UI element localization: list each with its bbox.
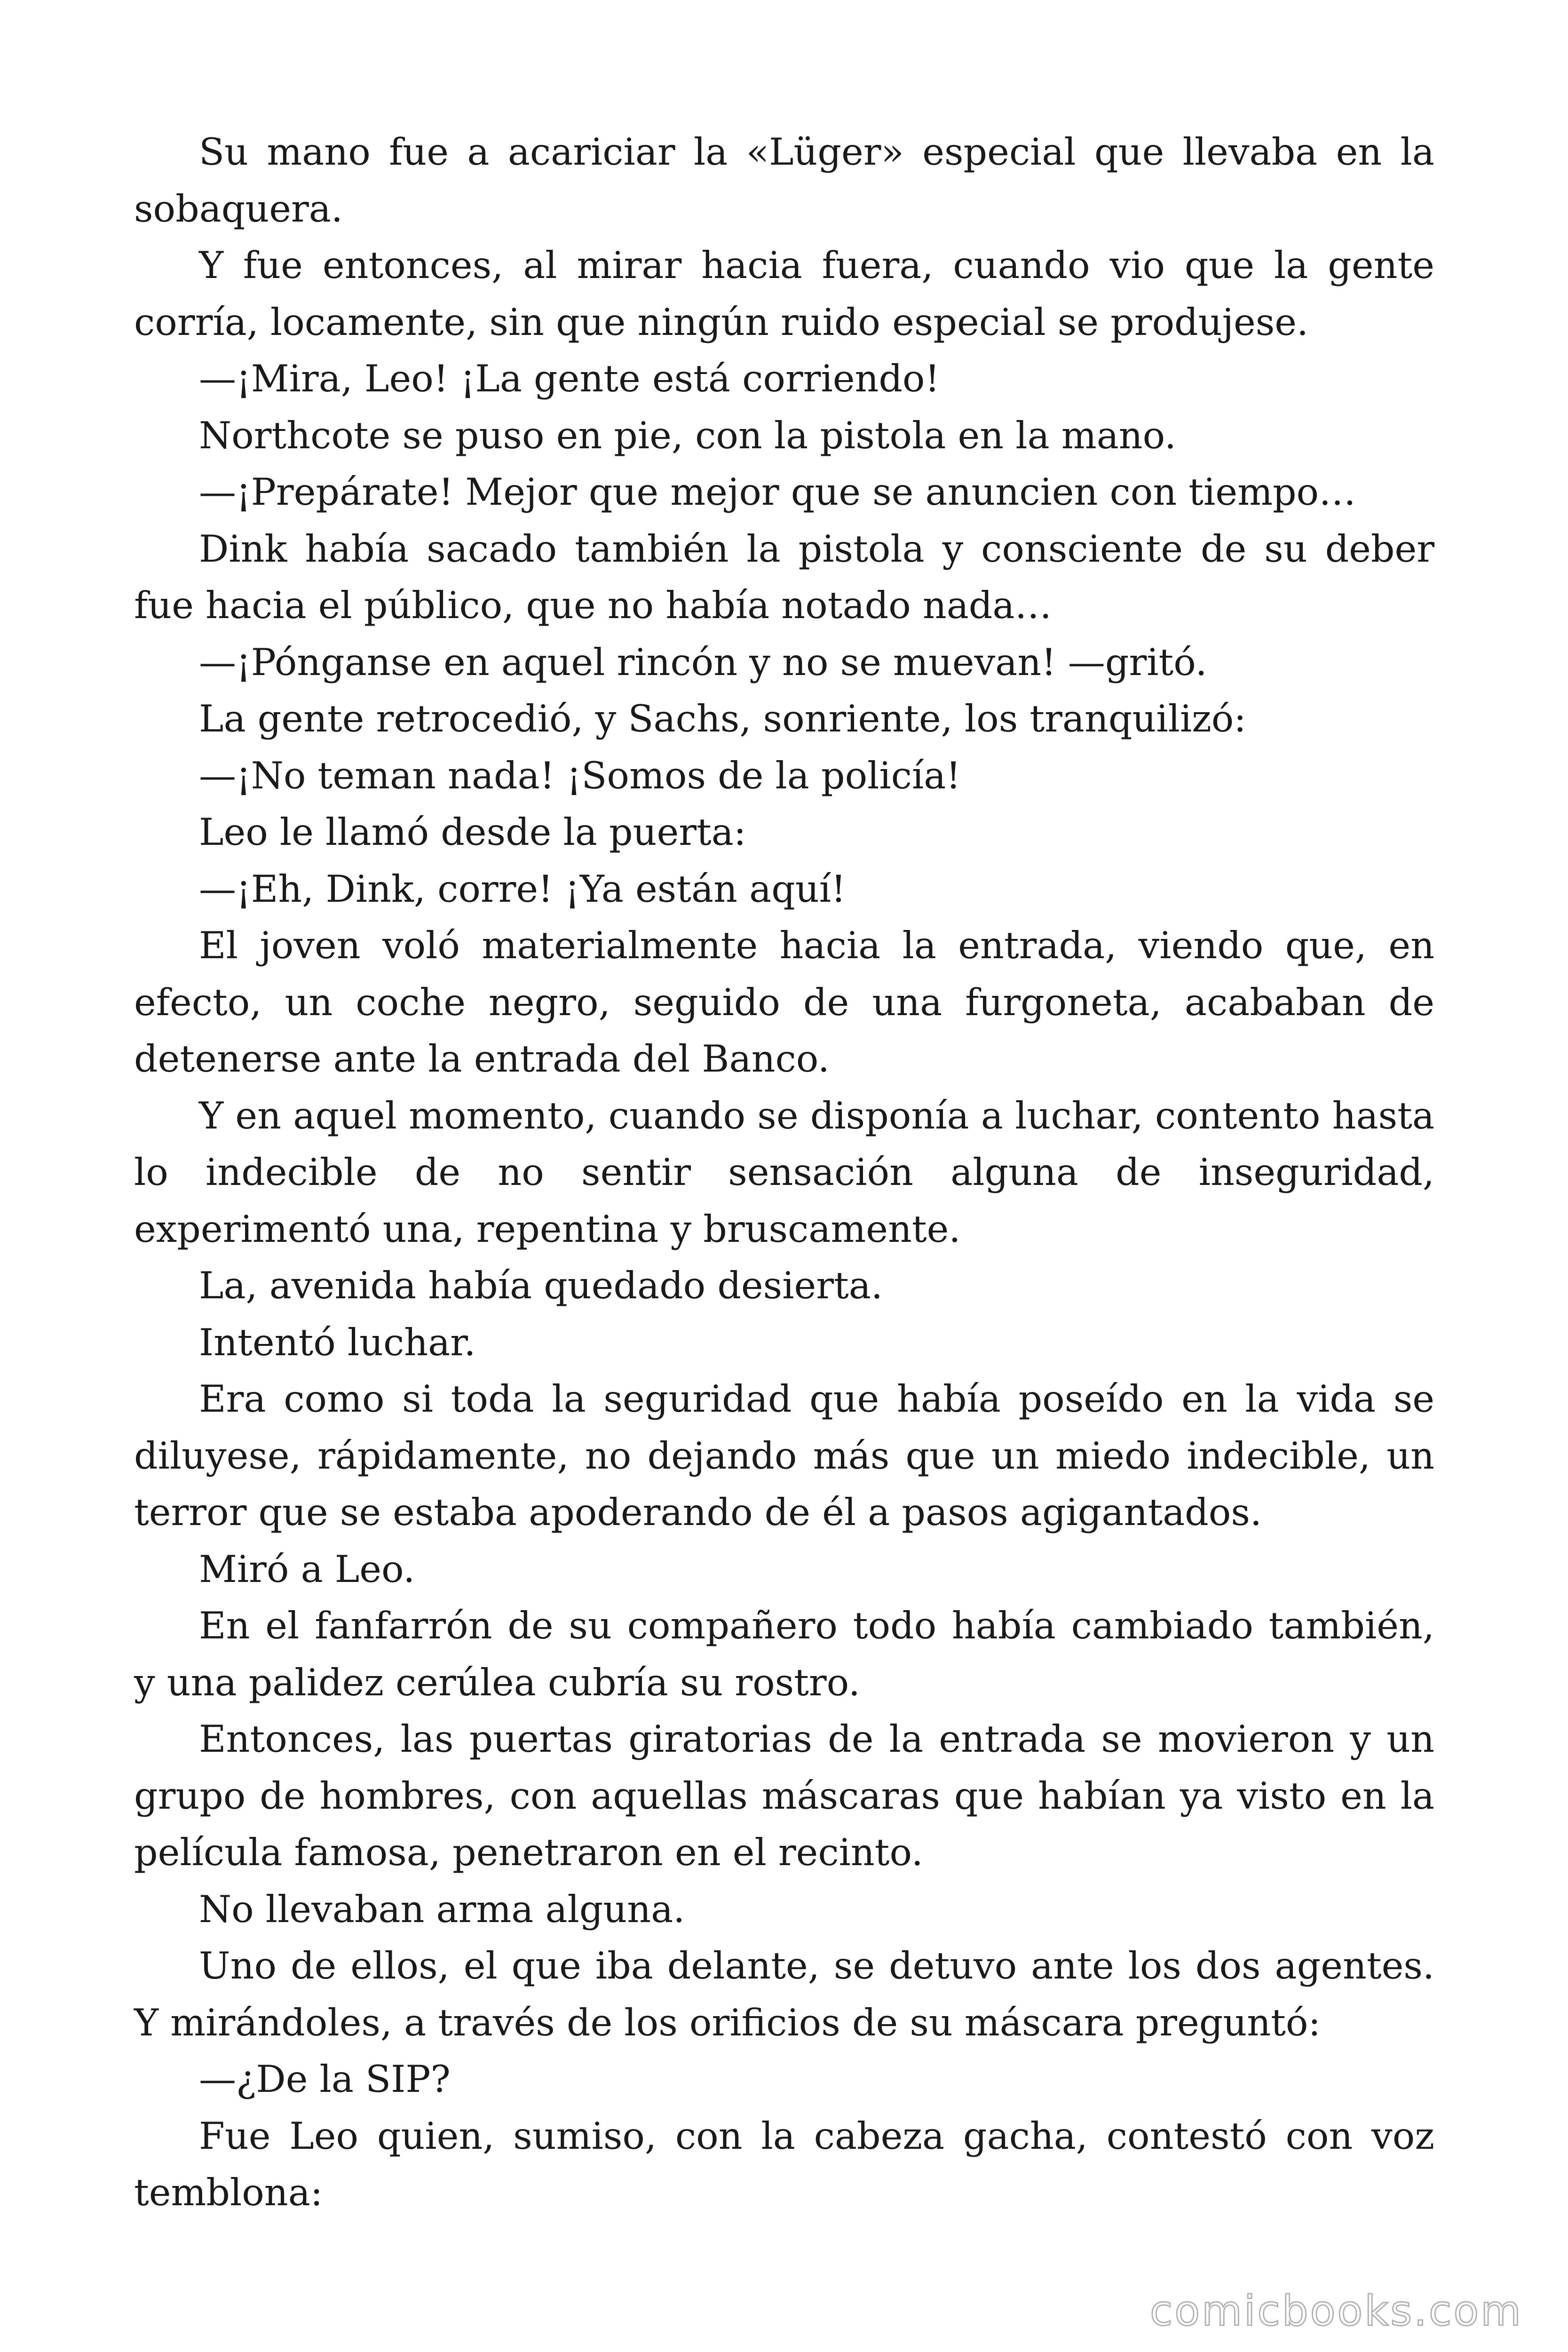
paragraph: La, avenida había quedado desierta. [199, 1264, 883, 1307]
body-text [134, 124, 1434, 2221]
paragraph: En el fanfarrón de su compañero todo había cambiado también, y una palidez cerúlea cubría su rostro. [134, 1604, 1434, 1704]
paragraph: Northcote se puso en pie, con la pistola en la mano. [199, 413, 1176, 457]
paragraph: Y fue entonces, al mirar hacia fuera, cuando vio que la gente corría, locamente, sin que ningún ruido especial se produjese. [134, 244, 1434, 344]
paragraph: Era como si toda la seguridad que había poseído en la vida se diluyese, rápidamente, no dejando más que un miedo indecible, un terror que se estaba apoderando de él a pasos agigantados. [134, 1377, 1434, 1534]
paragraph: Fue Leo quien, sumiso, con la cabeza gacha, contestó con voz temblona: [134, 2114, 1434, 2214]
paragraph: —¡Pónganse en aquel rincón y no se muevan! —gritó. [199, 640, 1207, 684]
paragraph: Uno de ellos, el que iba delante, se detuvo ante los dos agentes. Y mirándoles, a través de los orificios de su máscara preguntó: [134, 1944, 1434, 2044]
paragraph: Miró a Leo. [199, 1547, 415, 1591]
paragraph: —¡Prepárate! Mejor que mejor que se anuncien con tiempo… [199, 470, 1356, 514]
watermark-logo: comicbooks.com [1149, 2287, 1523, 2335]
paragraph: La gente retrocedió, y Sachs, sonriente, los tranquilizó: [199, 697, 1246, 740]
paragraph: Su mano fue a acariciar la «Lüger» especial que llevaba en la sobaquera. [134, 130, 1434, 230]
paragraph: Entonces, las puertas giratorias de la entrada se movieron y un grupo de hombres, con aquellas máscaras que habían ya visto en la película famosa, penetraron en el recinto. [134, 1717, 1434, 1874]
paragraph: —¡No teman nada! ¡Somos de la policía! [199, 754, 961, 797]
paragraph: —¿De la SIP? [199, 2058, 451, 2101]
paragraph: —¡Eh, Dink, corre! ¡Ya están aquí! [199, 867, 846, 911]
paragraph: Intentó luchar. [199, 1320, 476, 1364]
paragraph: El joven voló materialmente hacia la entrada, viendo que, en efecto, un coche negro, seguido de una furgoneta, acababan de detenerse ante la entrada del Banco. [134, 924, 1434, 1081]
paragraph: —¡Mira, Leo! ¡La gente está corriendo! [199, 357, 940, 400]
paragraph: Leo le llamó desde la puerta: [199, 810, 746, 854]
paragraph: Dink había sacado también la pistola y consciente de su deber fue hacia el público, que no había notado nada… [134, 527, 1434, 627]
paragraph: No llevaban arma alguna. [199, 1887, 685, 1931]
paragraph: Y en aquel momento, cuando se disponía a luchar, contento hasta lo indecible de no sentir sensación alguna de inseguridad, experimentó una, repentina y bruscamente. [134, 1094, 1434, 1251]
